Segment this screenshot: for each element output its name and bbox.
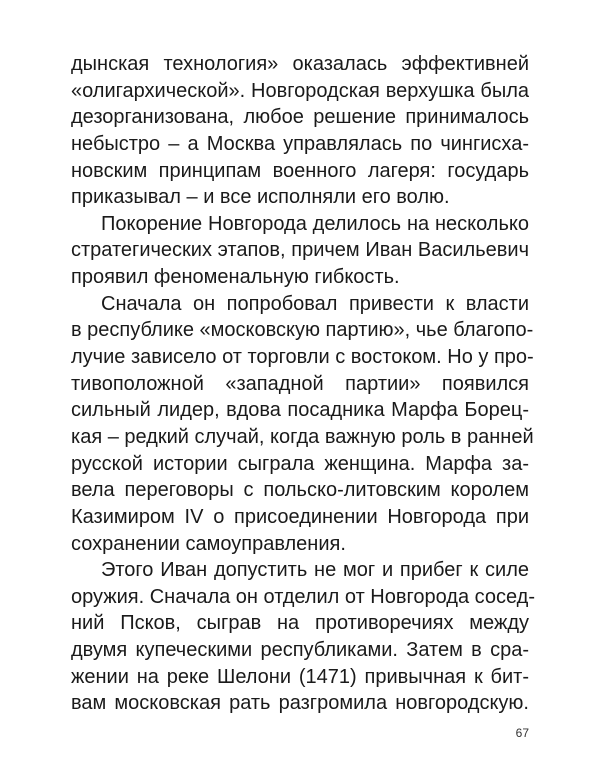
text-line: ний Псков, сыграв на противоречиях между — [71, 612, 529, 635]
body-text — [71, 51, 535, 717]
text-line: лучие зависело от торговли с востоком. Но у про- — [71, 346, 534, 369]
text-line: сохранении самоуправления. — [71, 532, 346, 555]
text-line: тивоположной «западной партии» появился — [71, 372, 529, 395]
text-line: вела переговоры с польско-литовским королем — [71, 479, 529, 502]
text-line: двумя купеческими республиками. Затем в сра- — [71, 639, 529, 662]
text-line: Сначала он попробовал привести к власти — [101, 292, 529, 315]
text-line: Покорение Новгорода делилось на несколько — [101, 212, 529, 235]
text-line: оружия. Сначала он отделил от Новгорода сосед- — [71, 585, 535, 608]
text-line: небыстро – а Москва управлялась по чингисха- — [71, 132, 529, 155]
text-line: жении на реке Шелони (1471) привычная к бит- — [71, 665, 529, 688]
text-line: русской истории сыграла женщина. Марфа за- — [71, 452, 529, 475]
page-number: 67 — [515, 726, 529, 740]
text-line: Этого Иван допустить не мог и прибег к силе — [101, 559, 529, 582]
text-line: приказывал – и все исполняли его волю. — [71, 186, 450, 209]
text-line: в республике «московскую партию», чье благопо- — [71, 319, 534, 342]
text-line: кая – редкий случай, когда важную роль в ранней — [71, 425, 534, 448]
text-line: вам московская рать разгромила новгородскую. — [71, 692, 529, 715]
text-line: проявил феноменальную гибкость. — [71, 266, 400, 289]
text-line: дынская технология» оказалась эффективней — [71, 53, 529, 75]
text-line: «олигархической». Новгородская верхушка была — [71, 79, 529, 102]
text-line: дезорганизована, любое решение принималось — [71, 106, 529, 129]
text-line: стратегических этапов, причем Иван Васильевич — [71, 239, 529, 262]
text-line: новским принципам военного лагеря: государь — [71, 159, 529, 182]
text-line: сильный лидер, вдова посадника Марфа Борец- — [71, 399, 529, 422]
text-line: Казимиром IV о присоединении Новгорода при — [71, 505, 529, 528]
